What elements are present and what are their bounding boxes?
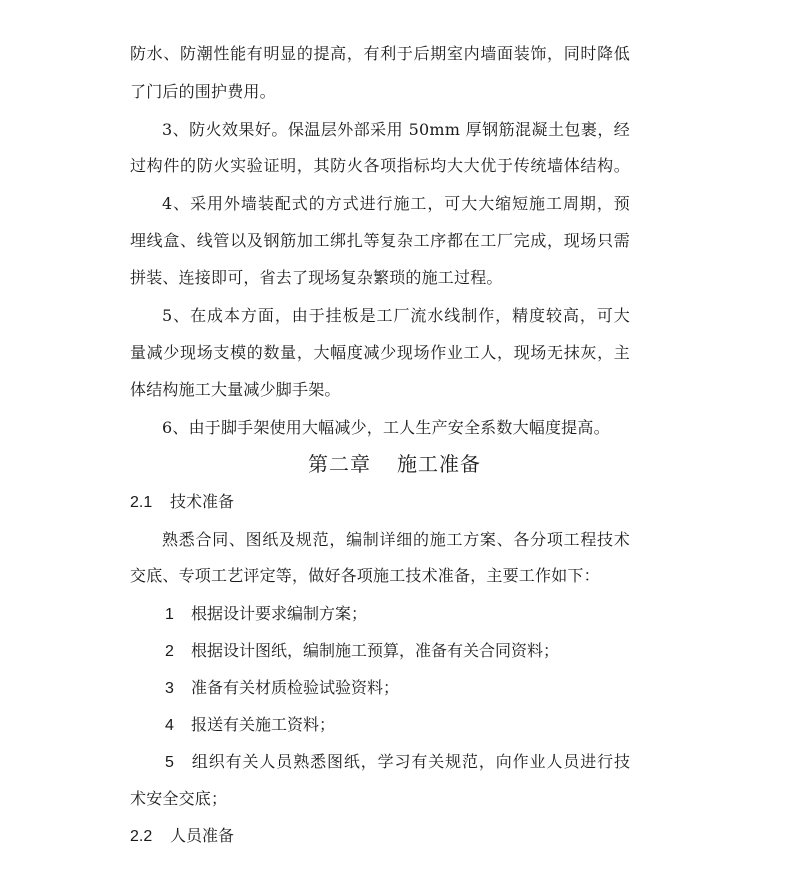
paragraph-line: 5、在成本方面，由于挂板是工厂流水线制作，精度较高，可大 <box>162 306 630 325</box>
list-item-number: 2 <box>165 643 174 660</box>
paragraph-line: 了门后的围护费用。 <box>130 82 276 101</box>
list-item <box>165 604 367 625</box>
list-item <box>165 715 335 736</box>
list-item <box>165 752 630 773</box>
list-item-continuation: 术安全交底； <box>130 789 228 808</box>
list-item-number: 5 <box>165 754 174 771</box>
list-item-text: 根据设计要求编制方案； <box>191 604 368 623</box>
section-number: 2.1 <box>130 494 153 511</box>
paragraph-line: 3、防火效果好。保温层外部采用 50mm 厚钢筋混凝土包裹，经 <box>162 120 630 139</box>
paragraph-line: 拼装、连接即可，省去了现场复杂繁琐的施工过程。 <box>130 268 503 287</box>
paragraph-line: 熟悉合同、图纸及规范，编制详细的施工方案、各分项工程技术 <box>162 530 630 549</box>
list-item-number: 4 <box>165 717 174 734</box>
section-title: 技术准备 <box>170 492 235 511</box>
list-item-text: 根据设计图纸，编制施工预算，准备有关合同资料； <box>191 641 560 660</box>
list-item <box>165 678 399 699</box>
paragraph-line: 埋线盒、线管以及钢筋加工绑扎等复杂工序都在工厂完成，现场只需 <box>130 231 630 250</box>
chapter-heading <box>0 452 789 476</box>
section-heading <box>130 492 234 513</box>
chapter-title: 施工准备 <box>397 452 481 476</box>
chapter-number: 第二章 <box>308 452 371 476</box>
paragraph-line: 6、由于脚手架使用大幅减少，工人生产安全系数大幅度提高。 <box>162 418 610 437</box>
paragraph-line: 防水、防潮性能有明显的提高，有利于后期室内墙面装饰，同时降低 <box>130 44 630 63</box>
paragraph-line: 量减少现场支模的数量，大幅度减少现场作业工人，现场无抹灰，主 <box>130 343 630 362</box>
section-title: 人员准备 <box>170 826 235 845</box>
list-item-text: 报送有关施工资料； <box>191 715 336 734</box>
section-heading <box>130 826 234 847</box>
section-number: 2.2 <box>130 828 153 845</box>
paragraph-line: 交底、专项工艺评定等，做好各项施工技术准备，主要工作如下： <box>130 566 600 585</box>
paragraph-line: 过构件的防火实验证明，其防火各项指标均大大优于传统墙体结构。 <box>130 156 630 175</box>
list-item-number: 3 <box>165 680 174 697</box>
list-item-text: 准备有关材质检验试验资料； <box>191 678 400 697</box>
list-item-text: 组织有关人员熟悉图纸，学习有关规范，向作业人员进行技 <box>191 752 630 771</box>
paragraph-line: 4、采用外墙装配式的方式进行施工，可大大缩短施工周期，预 <box>162 194 630 213</box>
list-item-number: 1 <box>165 606 174 623</box>
paragraph-line: 体结构施工大量减少脚手架。 <box>130 380 341 399</box>
list-item <box>165 641 559 662</box>
